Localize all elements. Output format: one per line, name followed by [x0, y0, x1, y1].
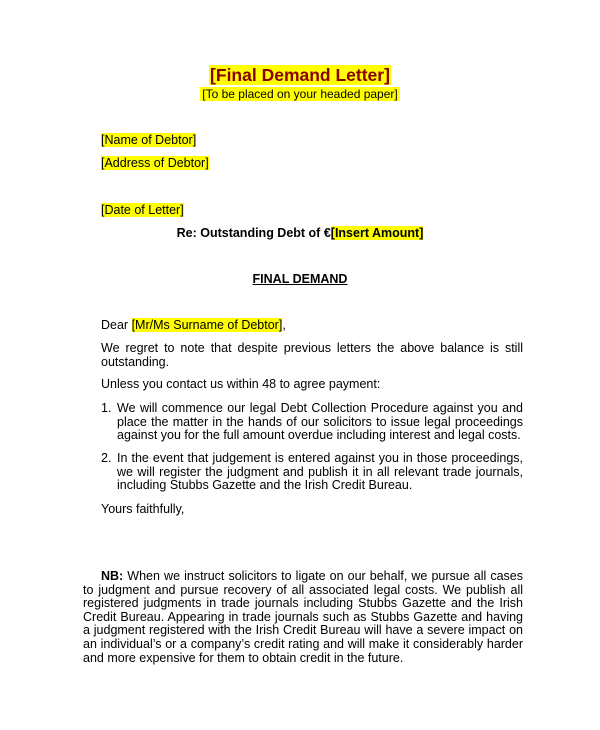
paragraph-contact: Unless you contact us within 48 to agree payment: — [101, 377, 381, 391]
letter-date: [Date of Letter] — [101, 203, 184, 217]
list-number: 2. — [101, 451, 112, 465]
debtor-name-line — [101, 133, 196, 148]
nb-label: NB: — [101, 569, 124, 583]
debtor-address-line — [101, 156, 209, 171]
debtor-address: [Address of Debtor] — [101, 156, 209, 170]
salutation — [101, 318, 286, 333]
final-demand-heading: FINAL DEMAND — [252, 272, 348, 286]
subject-amount: [Insert Amount] — [330, 226, 424, 240]
subject-line — [0, 226, 600, 241]
letter-subtitle-text: [To be placed on your headed paper] — [202, 87, 398, 101]
nb-note — [83, 570, 523, 665]
salutation-name: [Mr/Ms Surname of Debtor] — [131, 318, 283, 332]
letter-title-text: [Final Demand Letter] — [210, 65, 390, 85]
list-text: We will commence our legal Debt Collection Procedure against you and place the matter in the hands of our solicitors to issue legal proceedings against you for the full amount overdue including interest and legal costs. — [117, 401, 523, 442]
salutation-suffix: , — [282, 318, 286, 332]
nb-text: When we instruct solicitors to ligate on our behalf, we pursue all cases to judgment and pursue recovery of all associated legal costs. We publish all registered judgments in trade journals including Stubbs Gazette and the Irish Credit Bureau. Appearing in trade journals such as Stubbs Gazette and having a judgment registered with the Irish Credit Bureau will have a severe impact on an individual’s or a company’s credit rating and will make it considerably harder and more expensive for them to obtain credit in the future. — [83, 569, 523, 665]
subject-prefix: Re: Outstanding Debt of € — [176, 226, 331, 240]
paragraph-balance: We regret to note that despite previous letters the above balance is still outstanding. — [101, 341, 523, 369]
list-text: In the event that judgement is entered against you in those proceedings, we will register the judgment and publish it in all relevant trade journals, including Stubbs Gazette and the Irish Credit Bureau. — [117, 451, 523, 492]
closing: Yours faithfully, — [101, 502, 185, 516]
letter-date-line — [101, 203, 184, 218]
letter-title — [0, 64, 600, 86]
salutation-prefix: Dear — [101, 318, 132, 332]
debtor-name: [Name of Debtor] — [101, 133, 197, 147]
letter-subtitle — [0, 87, 600, 102]
list-number: 1. — [101, 401, 112, 415]
